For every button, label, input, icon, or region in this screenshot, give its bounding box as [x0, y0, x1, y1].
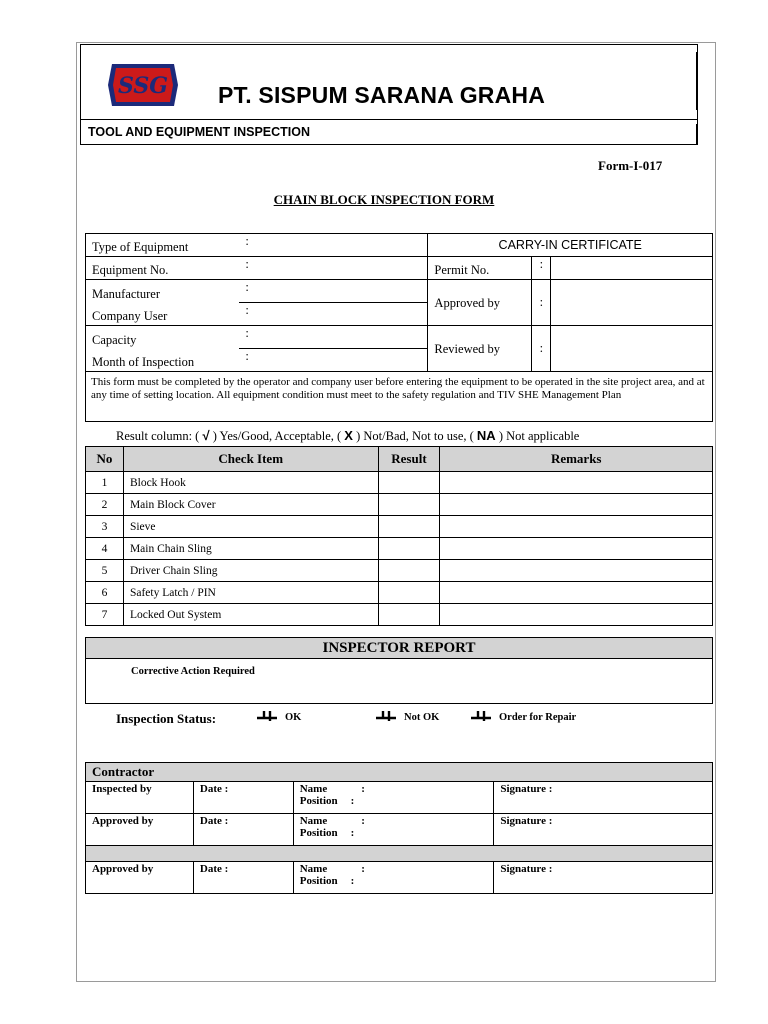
- field-label: Month of Inspection: [86, 349, 240, 372]
- result-legend: [116, 428, 579, 444]
- inspection-status-label: Inspection Status:: [116, 711, 217, 726]
- legend-prefix: Result column: (: [116, 429, 200, 443]
- signature-field[interactable]: Signature :: [494, 814, 713, 846]
- row-remarks-cell[interactable]: [440, 472, 713, 494]
- inspector-report-title: INSPECTOR REPORT: [85, 637, 713, 659]
- row-remarks-cell[interactable]: [440, 582, 713, 604]
- row-result-cell[interactable]: [378, 538, 440, 560]
- field-label: Manufacturer: [86, 280, 240, 303]
- row-result-cell[interactable]: [378, 472, 440, 494]
- field-label: Equipment No.: [86, 257, 240, 280]
- checkbox-icon: [375, 709, 397, 723]
- signature-field[interactable]: Signature :: [494, 782, 713, 814]
- company-name: PT. SISPUM SARANA GRAHA: [218, 82, 546, 108]
- table-row: [86, 516, 713, 538]
- row-no: 5: [86, 560, 124, 582]
- checkbox-icon: [256, 709, 278, 723]
- approved-label: Approved by: [428, 280, 532, 326]
- contractor-label: Contractor: [86, 763, 713, 782]
- field-value[interactable]: :: [239, 234, 428, 257]
- company-logo: [106, 62, 180, 108]
- table-row: [86, 560, 713, 582]
- carry-in-certificate-title: CARRY-IN CERTIFICATE: [428, 234, 713, 257]
- header-divider: [80, 119, 698, 120]
- permit-value[interactable]: [551, 257, 713, 280]
- row-item: Block Hook: [123, 472, 378, 494]
- col-header-item: Check Item: [123, 447, 378, 472]
- reviewed-label: Reviewed by: [428, 326, 532, 372]
- row-item: Main Chain Sling: [123, 538, 378, 560]
- header-edge-line: [696, 52, 698, 110]
- row-remarks-cell[interactable]: [440, 604, 713, 626]
- row-no: 3: [86, 516, 124, 538]
- col-header-result: Result: [378, 447, 440, 472]
- row-remarks-cell[interactable]: [440, 494, 713, 516]
- equipment-info-table: [85, 233, 713, 422]
- row-no: 2: [86, 494, 124, 516]
- table-row: [86, 582, 713, 604]
- status-repair-label: Order for Repair: [499, 712, 577, 723]
- row-no: 1: [86, 472, 124, 494]
- row-remarks-cell[interactable]: [440, 516, 713, 538]
- logo-text: SSG: [117, 73, 169, 99]
- field-value[interactable]: :: [239, 257, 428, 280]
- status-option-repair[interactable]: [470, 709, 577, 728]
- reviewed-colon: :: [532, 326, 551, 372]
- status-not-ok-label: Not OK: [404, 712, 440, 723]
- name-position-field[interactable]: Name : Position :: [293, 814, 494, 846]
- field-label: Company User: [86, 303, 240, 326]
- checkbox-icon: [470, 709, 492, 723]
- legend-check-text: ) Yes/Good, Acceptable, (: [212, 429, 342, 443]
- table-row: [86, 472, 713, 494]
- row-result-cell[interactable]: [378, 560, 440, 582]
- table-row: [86, 494, 713, 516]
- form-title: CHAIN BLOCK INSPECTION FORM: [273, 192, 495, 207]
- row-remarks-cell[interactable]: [440, 538, 713, 560]
- legend-na-text: ) Not applicable: [498, 429, 580, 443]
- status-option-not-ok[interactable]: [375, 709, 440, 728]
- approved-by-label: Approved by: [86, 814, 194, 846]
- form-number: Form-I-017: [598, 158, 663, 173]
- field-label: Type of Equipment: [86, 234, 240, 257]
- row-result-cell[interactable]: [378, 516, 440, 538]
- field-value[interactable]: :: [239, 349, 428, 372]
- check-symbol: √: [202, 428, 210, 443]
- row-result-cell[interactable]: [378, 582, 440, 604]
- row-item: Main Block Cover: [123, 494, 378, 516]
- permit-colon: :: [532, 257, 551, 280]
- approved-by-label: Approved by: [86, 862, 194, 894]
- form-instructions: This form must be completed by the operator and company user before entering the equipment to be operated in the site project area, and at any time of setting location. All equipment condition must meet to the safety regulation and TIV SHE Management Plan: [86, 372, 713, 422]
- field-label: Capacity: [86, 326, 240, 349]
- field-value[interactable]: :: [239, 326, 428, 349]
- checklist-table: [85, 446, 713, 626]
- row-result-cell[interactable]: [378, 494, 440, 516]
- row-item: Locked Out System: [123, 604, 378, 626]
- corrective-action-box[interactable]: [85, 658, 713, 704]
- status-ok-label: OK: [285, 712, 302, 723]
- row-no: 4: [86, 538, 124, 560]
- row-no: 7: [86, 604, 124, 626]
- table-row: [86, 538, 713, 560]
- row-remarks-cell[interactable]: [440, 560, 713, 582]
- na-symbol: NA: [476, 428, 496, 443]
- date-field[interactable]: Date :: [193, 814, 293, 846]
- row-item: Sieve: [123, 516, 378, 538]
- row-item: Driver Chain Sling: [123, 560, 378, 582]
- col-header-remarks: Remarks: [440, 447, 713, 472]
- header-subtitle: TOOL AND EQUIPMENT INSPECTION: [88, 125, 311, 139]
- permit-label: Permit No.: [428, 257, 532, 280]
- approved-colon: :: [532, 280, 551, 326]
- name-position-field[interactable]: Name : Position :: [293, 782, 494, 814]
- approved-value[interactable]: [551, 280, 713, 326]
- field-value[interactable]: :: [239, 280, 428, 303]
- corrective-action-label: Corrective Action Required: [131, 666, 255, 677]
- signoff-table: [85, 762, 713, 894]
- form-title-wrap: [0, 192, 768, 208]
- signature-field[interactable]: Signature :: [494, 862, 713, 894]
- table-row: [86, 604, 713, 626]
- date-field[interactable]: Date :: [193, 782, 293, 814]
- name-position-field[interactable]: Name : Position :: [293, 862, 494, 894]
- date-field[interactable]: Date :: [193, 862, 293, 894]
- status-option-ok[interactable]: [256, 709, 302, 728]
- row-result-cell[interactable]: [378, 604, 440, 626]
- inspected-by-label: Inspected by: [86, 782, 194, 814]
- legend-x-text: ) Not/Bad, Not to use, (: [356, 429, 474, 443]
- field-value[interactable]: :: [239, 303, 428, 326]
- col-header-no: No: [86, 447, 124, 472]
- row-no: 6: [86, 582, 124, 604]
- reviewed-value[interactable]: [551, 326, 713, 372]
- header-edge-line-lower: [696, 124, 698, 144]
- separator-row: [86, 846, 713, 862]
- row-item: Safety Latch / PIN: [123, 582, 378, 604]
- x-symbol: X: [344, 428, 353, 443]
